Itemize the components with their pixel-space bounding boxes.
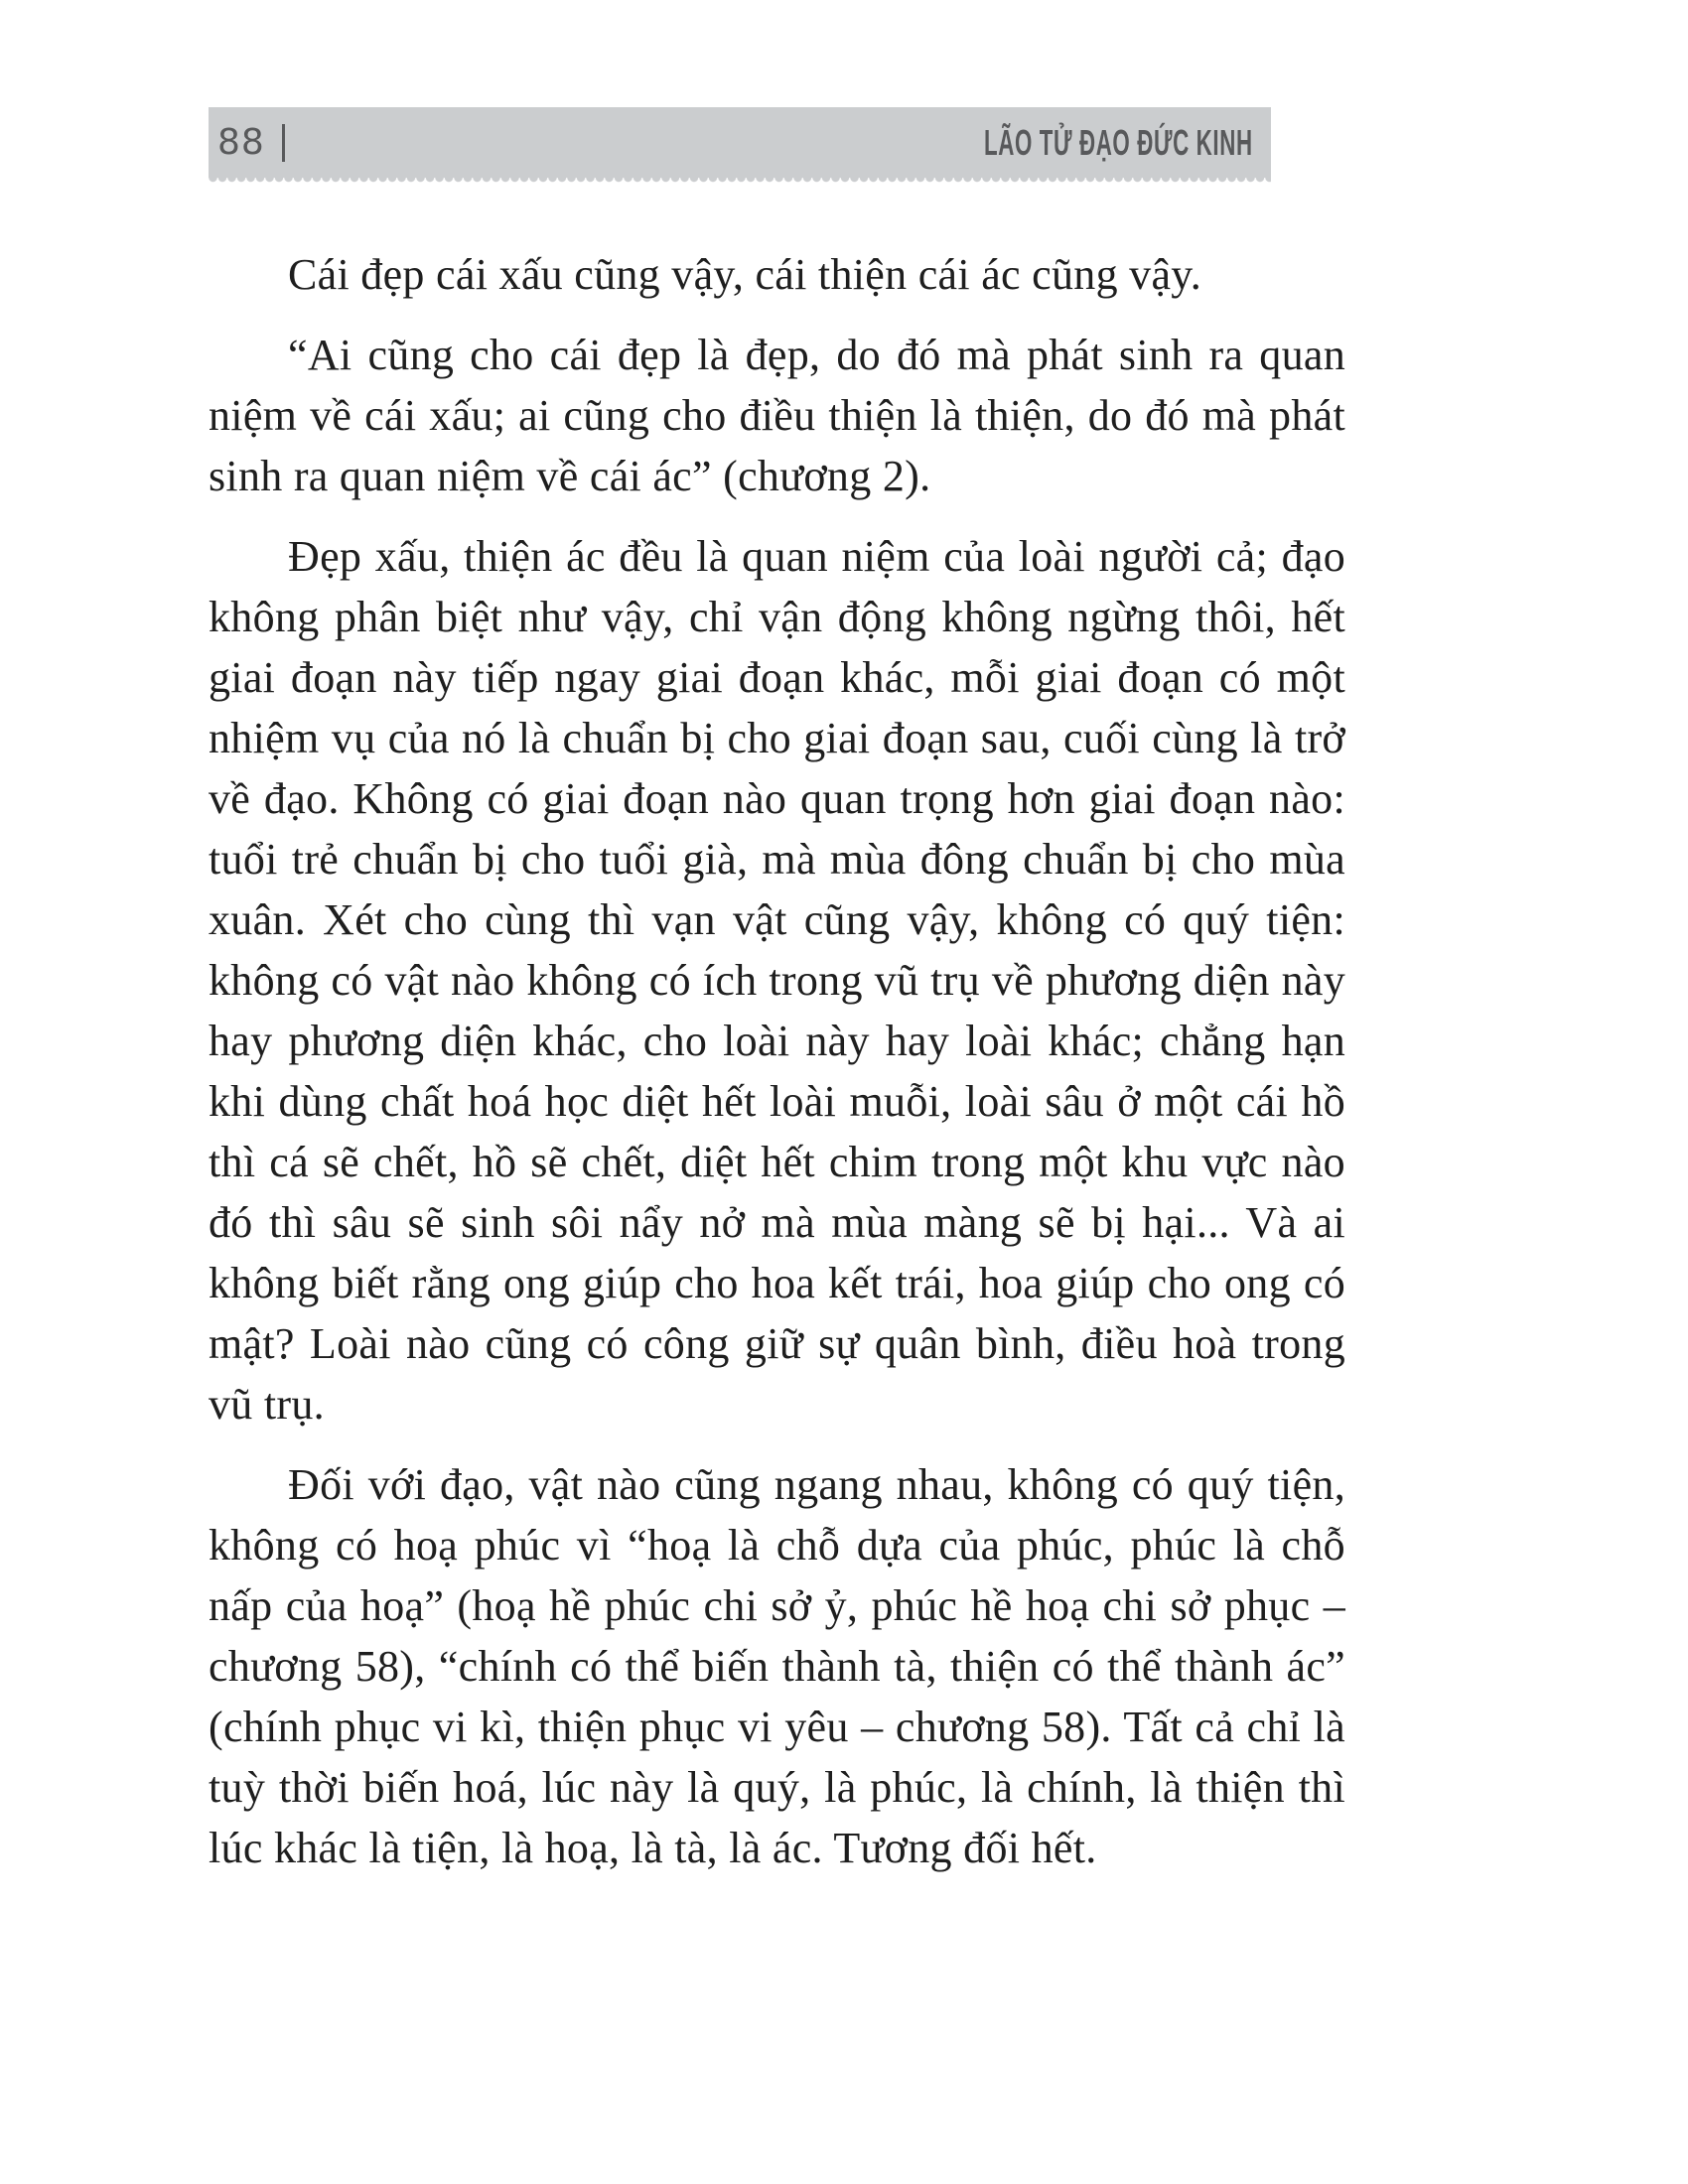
running-title: LÃO TỬ ĐẠO ĐỨC KINH: [984, 121, 1253, 163]
page-body: [209, 244, 1345, 1878]
paragraph-2: “Ai cũng cho cái đẹp là đẹp, do đó mà phát sinh ra quan niệm về cái xấu; ai cũng cho điều thiện là thiện, do đó mà phát sinh ra quan niệm về cái ác” (chương 2).: [209, 331, 1345, 500]
paragraph-4: Đối với đạo, vật nào cũng ngang nhau, không có quý tiện, không có hoạ phúc vì “hoạ là chỗ dựa của phúc, phúc là chỗ nấp của hoạ” (hoạ hề phúc chi sở ỷ, phúc hề hoạ chi sở phục – chương 58), “chính có thể biến thành tà, thiện có thể thành ác” (chính phục vi kì, thiện phục vi yêu – chương 58). Tất cả chỉ là tuỳ thời biến hoá, lúc này là quý, là phúc, là chính, là thiện thì lúc khác là tiện, là hoạ, là tà, là ác. Tương đối hết.: [209, 1460, 1345, 1872]
paragraph-3: Đẹp xấu, thiện ác đều là quan niệm của loài người cả; đạo không phân biệt như vậy, chỉ vận động không ngừng thôi, hết giai đoạn này tiếp ngay giai đoạn khác, mỗi giai đoạn có một nhiệm vụ của nó là chuẩn bị cho giai đoạn sau, cuối cùng là trở về đạo. Không có giai đoạn nào quan trọng hơn giai đoạn nào: tuổi trẻ chuẩn bị cho tuổi già, mà mùa đông chuẩn bị cho mùa xuân. Xét cho cùng thì vạn vật cũng vậy, không có quý tiện: không có vật nào không có ích trong vũ trụ về phương diện này hay phương diện khác, cho loài này hay loài khác; chẳng hạn khi dùng chất hoá học diệt hết loài muỗi, loài sâu ở một cái hồ thì cá sẽ chết, hồ sẽ chết, diệt hết chim trong một khu vực nào đó thì sâu sẽ sinh sôi nẩy nở mà mùa màng sẽ bị hại... Và ai không biết rằng ong giúp cho hoa kết trái, hoa giúp cho ong có mật? Loài nào cũng có công giữ sự quân bình, điều hoà trong vũ trụ.: [209, 532, 1345, 1429]
paragraph-1: Cái đẹp cái xấu cũng vậy, cái thiện cái ác cũng vậy.: [288, 250, 1202, 299]
page-number: 88: [217, 121, 265, 163]
page-header: [209, 107, 1271, 178]
stamp-edge-decoration: [209, 178, 1271, 187]
header-divider: [282, 124, 285, 162]
